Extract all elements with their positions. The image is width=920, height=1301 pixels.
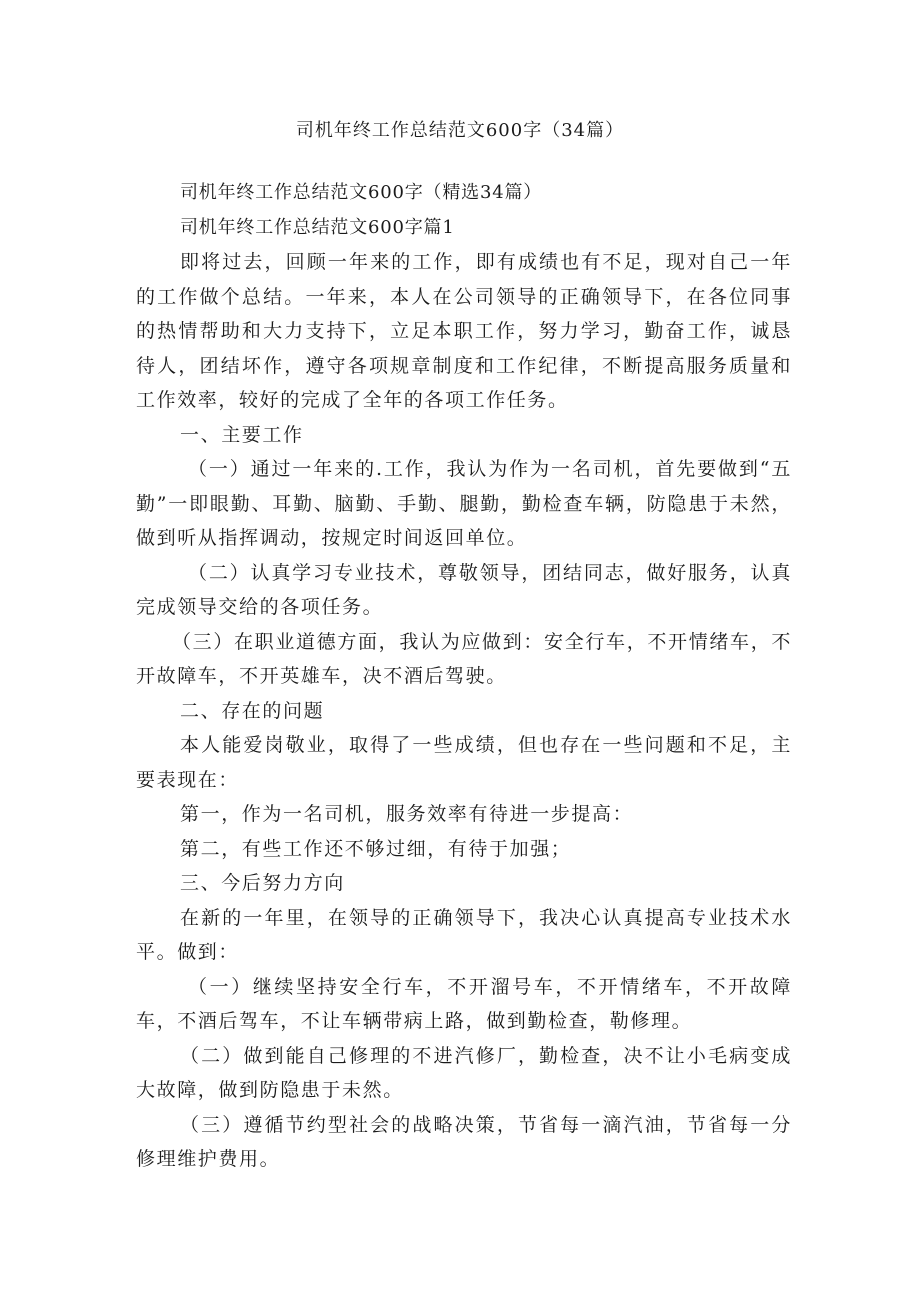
- section-heading-main-work: 一、主要工作: [180, 423, 304, 446]
- document-title: 司机年终工作总结范文600字（34篇）: [295, 120, 625, 141]
- article-heading: 司机年终工作总结范文600字篇1: [180, 216, 455, 238]
- paragraph-intro: 即将过去，回顾一年来的工作，即有成绩也有不足，现对自己一年的工作做个总结。一年来，本人在公司领导的正确领导下，在各位同事的热情帮助和大力支持下，立足本职工作，努力学习，勤奋工作，诚恳待人，团结坏作，遵守各项规章制度和工作纪律，不断提高服务质量和工作效率，较好的完成了全年的各项工作任务。: [136, 251, 792, 411]
- document-body: [136, 176, 792, 1177]
- paragraph-problem-1: 第一，作为一名司机，服务效率有待进一步提高：: [180, 803, 634, 825]
- paragraph-direction-item-3: （三）遵循节约型社会的战略决策，节省每一滴汽油，节省每一分修理维护费用。: [136, 1113, 792, 1170]
- section-heading-problems: 二、存在的问题: [180, 699, 325, 722]
- paragraph-direction-intro: 在新的一年里，在领导的正确领导下，我决心认真提高专业技术水平。做到：: [136, 906, 792, 963]
- paragraph-problems-intro: 本人能爱岗敬业，取得了一些成绩，但也存在一些问题和不足，主要表现在：: [136, 734, 792, 791]
- section-heading-direction: 三、今后努力方向: [180, 872, 345, 894]
- paragraph-work-item-2: （二）认真学习专业技术，尊敬领导，团结同志，做好服务，认真完成领导交给的各项任务。: [136, 561, 792, 618]
- paragraph-problem-2: 第二，有些工作还不够过细，有待于加强；: [180, 837, 572, 860]
- paragraph-direction-item-2: （二）做到能自己修理的不进汽修厂，勤检查，决不让小毛病变成大故障，做到防隐患于未然。: [136, 1044, 792, 1101]
- paragraph-work-item-3: （三）在职业道德方面，我认为应做到：安全行车，不开情绪车，不开故障车，不开英雄车，决不酒后驾驶。: [136, 630, 792, 687]
- paragraph-work-item-1: （一）通过一年来的.工作，我认为作为一名司机，首先要做到“五勤”一即眼勤、耳勤、脑勤、手勤、腿勤，勤检查车辆，防隐患于未然，做到听从指挥调动，按规定时间返回单位。: [136, 458, 792, 549]
- paragraph-direction-item-1: （一）继续坚持安全行车，不开溜号车，不开情绪车，不开故障车，不酒后驾车，不让车辆带病上路，做到勤检查，勒修理。: [136, 975, 792, 1032]
- document-subtitle: 司机年终工作总结范文600字（精选34篇）: [180, 182, 543, 203]
